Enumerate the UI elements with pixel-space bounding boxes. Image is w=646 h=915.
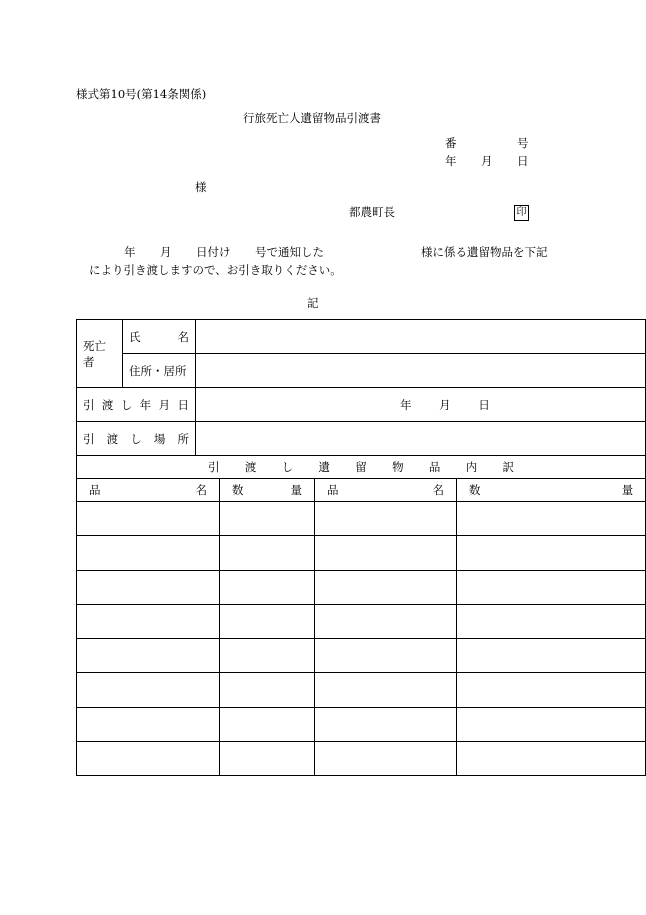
item-name-cell[interactable]: [315, 707, 457, 741]
body-regarding: 様に係る遺留物品を下記: [421, 245, 548, 259]
body-day: 日付け: [196, 245, 231, 259]
table-row: [77, 707, 646, 741]
number-label-ban: 番: [445, 136, 457, 150]
qty-cell[interactable]: [220, 673, 315, 707]
qty-cell[interactable]: [457, 673, 646, 707]
table-row: [77, 502, 646, 536]
qty-cell[interactable]: [220, 742, 315, 776]
item-name-cell[interactable]: [77, 639, 220, 673]
item-name-cell[interactable]: [315, 536, 457, 570]
address-field[interactable]: [196, 354, 646, 388]
qty-cell[interactable]: [457, 570, 646, 604]
date-label-month: 月: [481, 154, 493, 168]
document-title: 行旅死亡人遺留物品引渡書: [243, 111, 381, 125]
qty-cell[interactable]: [220, 502, 315, 536]
qty-cell[interactable]: [457, 742, 646, 776]
qty-cell[interactable]: [457, 604, 646, 638]
qty-cell[interactable]: [457, 639, 646, 673]
col-header-qty-1: 数 量: [220, 479, 315, 502]
table-row: [77, 536, 646, 570]
table-row: [77, 604, 646, 638]
qty-cell[interactable]: [220, 604, 315, 638]
seal-mark: 印: [514, 205, 529, 221]
delivery-date-label: 引 渡 し 年 月 日: [77, 388, 196, 422]
body-month: 月: [160, 245, 172, 259]
delivery-date-field[interactable]: 年 月 日: [196, 388, 646, 422]
item-name-cell[interactable]: [77, 502, 220, 536]
table-row: [77, 570, 646, 604]
body-line2: により引き渡しますので、お引き取りください。: [89, 263, 342, 277]
item-name-cell[interactable]: [315, 570, 457, 604]
issuer-name: 都農町長: [349, 205, 395, 219]
table-row: [77, 742, 646, 776]
item-name-cell[interactable]: [315, 604, 457, 638]
delivery-place-label: 引 渡 し 場 所: [77, 422, 196, 456]
name-label: 氏 名: [123, 320, 196, 354]
date-label-year: 年: [445, 154, 457, 168]
deceased-label: 死亡者: [77, 320, 123, 388]
qty-cell[interactable]: [220, 639, 315, 673]
item-name-cell[interactable]: [77, 536, 220, 570]
ki-mark: 記: [307, 296, 319, 310]
body-year: 年: [124, 245, 136, 259]
qty-cell[interactable]: [220, 536, 315, 570]
qty-cell[interactable]: [457, 536, 646, 570]
delivery-table: [76, 319, 646, 776]
table-row: [77, 639, 646, 673]
item-name-cell[interactable]: [77, 742, 220, 776]
qty-cell[interactable]: [220, 570, 315, 604]
item-name-cell[interactable]: [77, 707, 220, 741]
item-name-cell[interactable]: [77, 604, 220, 638]
item-name-cell[interactable]: [315, 639, 457, 673]
col-header-item-2: 品 名: [315, 479, 457, 502]
address-label: 住所・居所: [123, 354, 196, 388]
addressee-suffix: 様: [195, 180, 207, 194]
item-name-cell[interactable]: [315, 502, 457, 536]
item-name-cell[interactable]: [77, 570, 220, 604]
date-label-day: 日: [517, 154, 529, 168]
body-notice: 号で通知した: [255, 245, 324, 259]
item-rows: [77, 502, 646, 776]
qty-cell[interactable]: [220, 707, 315, 741]
name-field[interactable]: [196, 320, 646, 354]
form-number: 様式第10号(第14条関係): [76, 87, 207, 101]
col-header-item-1: 品 名: [77, 479, 220, 502]
item-name-cell[interactable]: [77, 673, 220, 707]
table-row: [77, 673, 646, 707]
breakdown-title: 引 渡 し 遺 留 物 品 内 訳: [77, 456, 646, 479]
qty-cell[interactable]: [457, 707, 646, 741]
item-name-cell[interactable]: [315, 742, 457, 776]
item-name-cell[interactable]: [315, 673, 457, 707]
col-header-qty-2: 数 量: [457, 479, 646, 502]
delivery-place-field[interactable]: [196, 422, 646, 456]
number-label-go: 号: [517, 136, 529, 150]
qty-cell[interactable]: [457, 502, 646, 536]
